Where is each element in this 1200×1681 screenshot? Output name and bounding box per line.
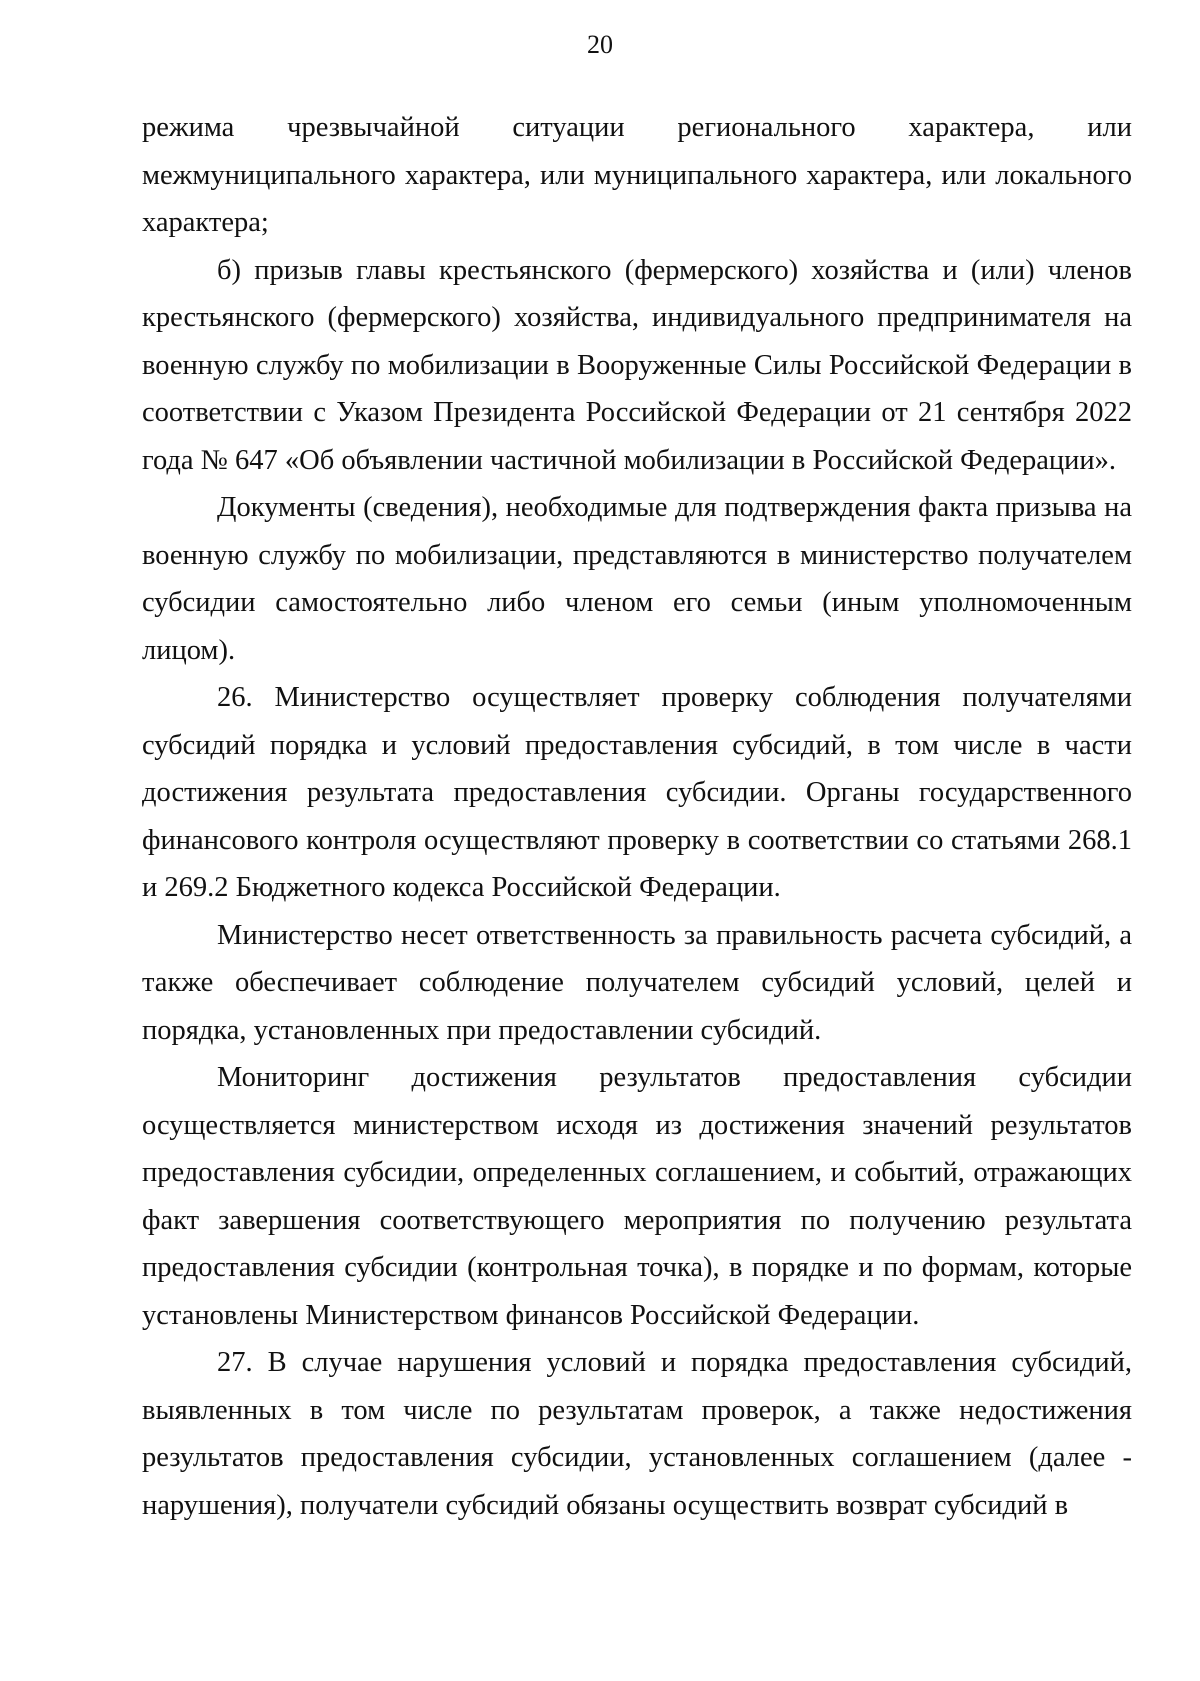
- paragraph-monitoring: Мониторинг достижения результатов предоставления субсидии осуществляется министерством исходя из достижения значений результатов предоставления субсидии, определенных соглашением, и событий, отражающих факт завершения соответствующего мероприятия по получению результата предоставления субсидии (контрольная точка), в порядке и по формам, которые установлены Министерством финансов Российской Федерации.: [142, 1062, 1132, 1331]
- document-body: [142, 104, 1132, 1529]
- page-number: 20: [587, 30, 613, 59]
- paragraph-continuation: режима чрезвычайной ситуации регионального характера, или межмуниципального характера, или муниципального характера, или локального характера;: [142, 112, 1132, 238]
- paragraph-item-27: 27. В случае нарушения условий и порядка предоставления субсидий, выявленных в том числе по результатам проверок, а также недостижения результатов предоставления субсидии, установленных соглашением (далее - нарушения), получатели субсидий обязаны осуществить возврат субсидий в: [142, 1347, 1132, 1521]
- paragraph-item-b: б) призыв главы крестьянского (фермерского) хозяйства и (или) членов крестьянского (фермерского) хозяйства, индивидуального предпринимателя на военную службу по мобилизации в Вооруженные Силы Российской Федерации в соответствии с Указом Президента Российской Федерации от 21 сентября 2022 года № 647 «Об объявлении частичной мобилизации в Российской Федерации».: [142, 254, 1132, 476]
- paragraph-responsibility: Министерство несет ответственность за правильность расчета субсидий, а также обеспечивает соблюдение получателем субсидий условий, целей и порядка, установленных при предоставлении субсидий.: [142, 919, 1132, 1046]
- paragraph-documents: Документы (сведения), необходимые для подтверждения факта призыва на военную службу по мобилизации, представляются в министерство получателем субсидии самостоятельно либо членом его семьи (иным уполномоченным лицом).: [142, 492, 1132, 666]
- paragraph-item-26: 26. Министерство осуществляет проверку соблюдения получателями субсидий порядка и условий предоставления субсидий, в том числе в части достижения результата предоставления субсидии. Органы государственного финансового контроля осуществляют проверку в соответствии со статьями 268.1 и 269.2 Бюджетного кодекса Российской Федерации.: [142, 682, 1132, 903]
